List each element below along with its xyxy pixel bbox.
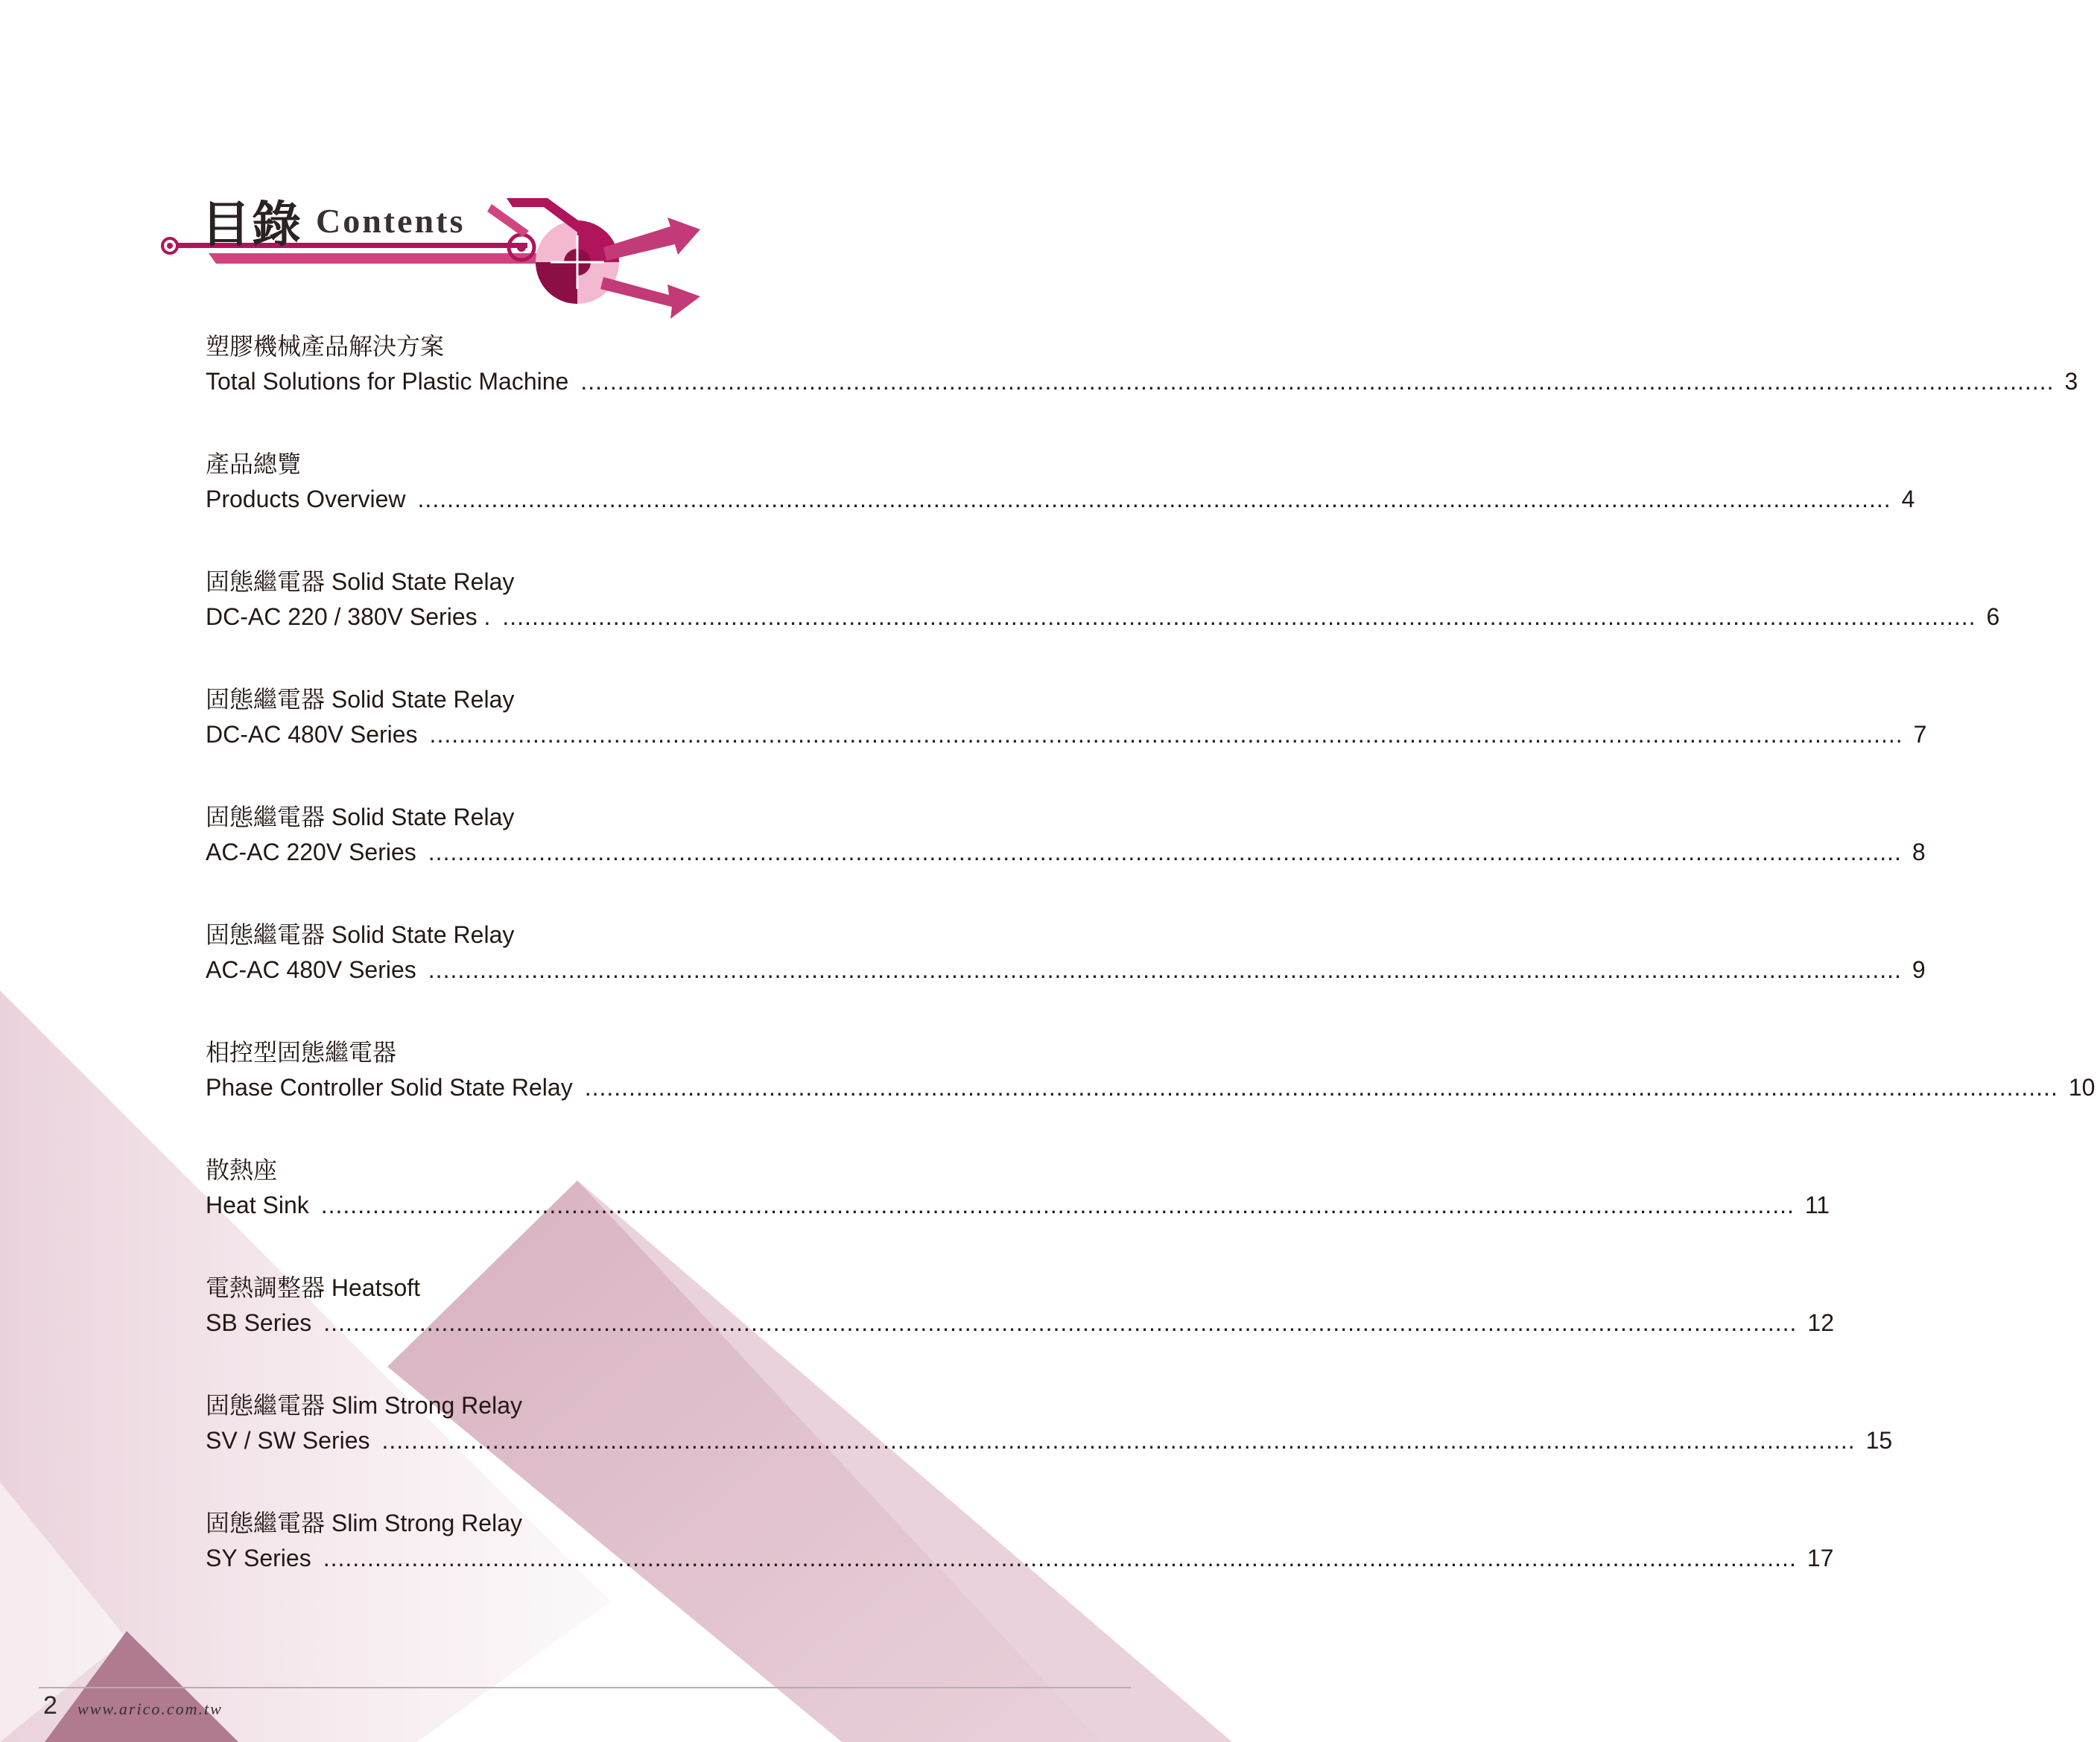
toc-entry[interactable] xyxy=(206,320,2078,438)
footer-page-number: 2 xyxy=(43,1691,57,1720)
toc-leader: ........................................................................................................................................................................................................ xyxy=(323,1545,1797,1571)
toc-line xyxy=(206,1309,1834,1342)
toc-line xyxy=(206,1074,2096,1107)
toc-entry[interactable] xyxy=(206,1262,1834,1379)
toc-leader: ........................................................................................................................................................................................................ xyxy=(502,603,1976,630)
toc-title: AC-AC 480V Series xyxy=(206,956,416,983)
table-of-contents xyxy=(206,320,2096,1615)
toc-entry[interactable] xyxy=(206,438,1915,556)
toc-entry[interactable] xyxy=(206,673,1927,791)
toc-line xyxy=(206,368,2078,401)
footer-divider xyxy=(39,1687,1131,1688)
toc-line xyxy=(206,839,1926,871)
toc-heading: 固態繼電器 Solid State Relay xyxy=(206,804,515,830)
toc-page-number: 3 xyxy=(2064,368,2078,395)
toc-entry[interactable] xyxy=(206,791,1926,909)
toc-page-number: 9 xyxy=(1912,956,1926,983)
toc-heading: 固態繼電器 Solid State Relay xyxy=(206,921,515,948)
toc-entry[interactable] xyxy=(206,1497,1834,1615)
toc-heading: 相控型固態繼電器 xyxy=(206,1039,397,1066)
toc-entry[interactable] xyxy=(206,556,2000,673)
toc-leader: ........................................................................................................................................................................................................ xyxy=(320,1192,1795,1218)
page-title-en: Contents xyxy=(316,202,466,240)
toc-line xyxy=(206,486,1915,518)
toc-leader: ........................................................................................................................................................................................................ xyxy=(428,956,1902,983)
toc-page-number: 17 xyxy=(1806,1545,1834,1571)
toc-page-number: 12 xyxy=(1807,1309,1834,1336)
toc-leader: ........................................................................................................................................................................................................ xyxy=(584,1074,2058,1101)
arrow-up-icon xyxy=(603,217,700,261)
toc-page-number: 11 xyxy=(1804,1192,1830,1218)
toc-heading: 產品總覽 xyxy=(206,451,302,477)
toc-entry[interactable] xyxy=(206,1026,2096,1144)
toc-page-number: 7 xyxy=(1913,721,1927,748)
toc-line xyxy=(206,956,1926,989)
toc-heading: 固態繼電器 Solid State Relay xyxy=(206,686,515,713)
toc-heading: 固態繼電器 Solid State Relay xyxy=(206,568,515,595)
toc-leader: ........................................................................................................................................................................................................ xyxy=(429,721,1903,748)
toc-title: Phase Controller Solid State Relay xyxy=(206,1074,573,1101)
toc-page-number: 10 xyxy=(2068,1074,2096,1101)
page-title-zh: 目錄 xyxy=(201,195,302,253)
toc-entry[interactable] xyxy=(206,1144,1830,1262)
toc-entry[interactable] xyxy=(206,909,1926,1026)
toc-title: Products Overview xyxy=(206,486,406,512)
toc-heading: 散熱座 xyxy=(206,1157,278,1183)
toc-title: AC-AC 220V Series xyxy=(206,839,416,865)
toc-line xyxy=(206,1427,1893,1460)
toc-title: SB Series xyxy=(206,1309,312,1336)
footer-url: www.arico.com.tw xyxy=(77,1700,223,1718)
toc-title: DC-AC 220 / 380V Series . xyxy=(206,603,491,630)
toc-heading: 固態繼電器 Slim Strong Relay xyxy=(206,1392,522,1419)
toc-leader: ........................................................................................................................................................................................................ xyxy=(323,1309,1798,1336)
toc-title: SY Series xyxy=(206,1545,311,1571)
toc-heading: 固態繼電器 Slim Strong Relay xyxy=(206,1510,522,1536)
toc-leader: ........................................................................................................................................................................................................ xyxy=(381,1427,1856,1454)
toc-leader: ........................................................................................................................................................................................................ xyxy=(428,839,1902,865)
toc-page-number: 15 xyxy=(1865,1427,1893,1454)
toc-title: Total Solutions for Plastic Machine xyxy=(206,368,569,395)
toc-heading: 電熱調整器 Heatsoft xyxy=(206,1274,421,1301)
toc-title: Heat Sink xyxy=(206,1192,309,1218)
toc-line xyxy=(206,1545,1834,1577)
toc-title: SV / SW Series xyxy=(206,1427,370,1454)
toc-entry[interactable] xyxy=(206,1379,1893,1497)
toc-page-number: 4 xyxy=(1901,486,1915,512)
toc-title: DC-AC 480V Series xyxy=(206,721,418,748)
toc-leader: ........................................................................................................................................................................................................ xyxy=(417,486,1891,512)
toc-line xyxy=(206,1192,1830,1224)
toc-line xyxy=(206,603,2000,636)
toc-line xyxy=(206,721,1927,754)
toc-page-number: 8 xyxy=(1912,839,1926,865)
toc-heading: 塑膠機械產品解決方案 xyxy=(206,333,445,360)
toc-leader: ........................................................................................................................................................................................................ xyxy=(580,368,2055,395)
toc-page-number: 6 xyxy=(1986,603,2000,630)
